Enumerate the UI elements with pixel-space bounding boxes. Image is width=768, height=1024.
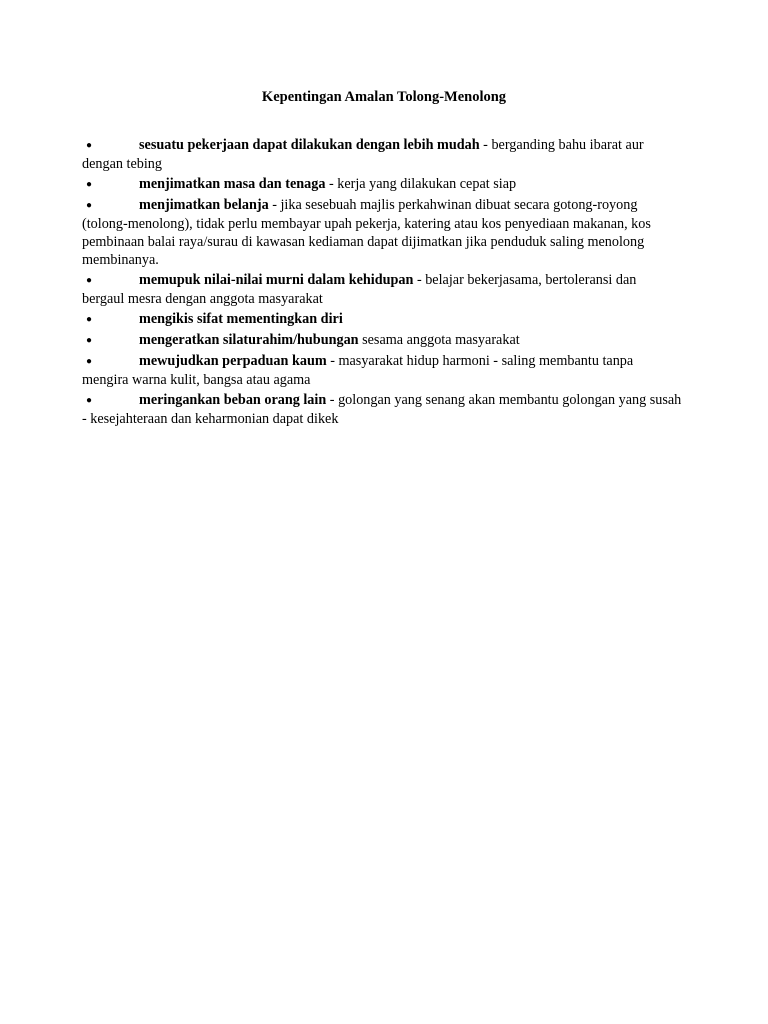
- bullet-icon: ●: [86, 395, 93, 406]
- item-description: - jika sesebuah majlis perkahwinan dibuat secara gotong-royong (tolong-menolong), tidak perlu membayar upah pekerja, katering atau kos penyediaan makanan, kos pembinaan balai raya/surau di kawasan kediaman dapat dijimatkan jika penduduk saling menolong membinanya.: [82, 197, 651, 268]
- item-key-phrase: menjimatkan masa dan tenaga: [139, 176, 326, 192]
- bullet-icon: ●: [86, 200, 93, 211]
- bullet-icon: ●: [86, 356, 93, 367]
- item-key-phrase: mengikis sifat mementingkan diri: [139, 311, 343, 327]
- item-description: sesama anggota masyarakat: [358, 332, 520, 348]
- list-item: [82, 196, 682, 269]
- item-description: - masyarakat hidup harmoni - saling membantu tanpa mengira warna kulit, bangsa atau agama: [82, 353, 634, 388]
- item-key-phrase: sesuatu pekerjaan dapat dilakukan dengan lebih mudah: [139, 137, 480, 153]
- list-item: [82, 331, 682, 350]
- list-item: [82, 136, 682, 173]
- bullet-icon: ●: [86, 314, 93, 325]
- list-item: [82, 352, 682, 389]
- item-description: - golongan yang senang akan membantu golongan yang susah - kesejahteraan dan keharmonian dapat dikek: [82, 392, 682, 427]
- document-title: Kepentingan Amalan Tolong-Menolong: [261, 89, 507, 105]
- list-item: [82, 271, 682, 308]
- benefits-list: [82, 136, 682, 430]
- list-item: [82, 391, 682, 428]
- item-key-phrase: mengeratkan silaturahim/hubungan: [139, 332, 359, 348]
- list-item: [82, 310, 682, 329]
- bullet-icon: ●: [86, 140, 93, 151]
- item-key-phrase: menjimatkan belanja: [139, 197, 269, 213]
- item-description: - belajar bekerjasama, bertoleransi dan bergaul mesra dengan anggota masyarakat: [82, 272, 637, 307]
- item-description: - kerja yang dilakukan cepat siap: [325, 176, 517, 192]
- bullet-icon: ●: [86, 179, 93, 190]
- bullet-icon: ●: [86, 335, 93, 346]
- item-description: - berganding bahu ibarat aur dengan tebing: [82, 137, 644, 172]
- item-key-phrase: mewujudkan perpaduan kaum: [139, 353, 327, 369]
- bullet-icon: ●: [86, 275, 93, 286]
- item-key-phrase: memupuk nilai-nilai murni dalam kehidupan: [139, 272, 414, 288]
- list-item: [82, 175, 682, 194]
- item-key-phrase: meringankan beban orang lain: [139, 392, 327, 408]
